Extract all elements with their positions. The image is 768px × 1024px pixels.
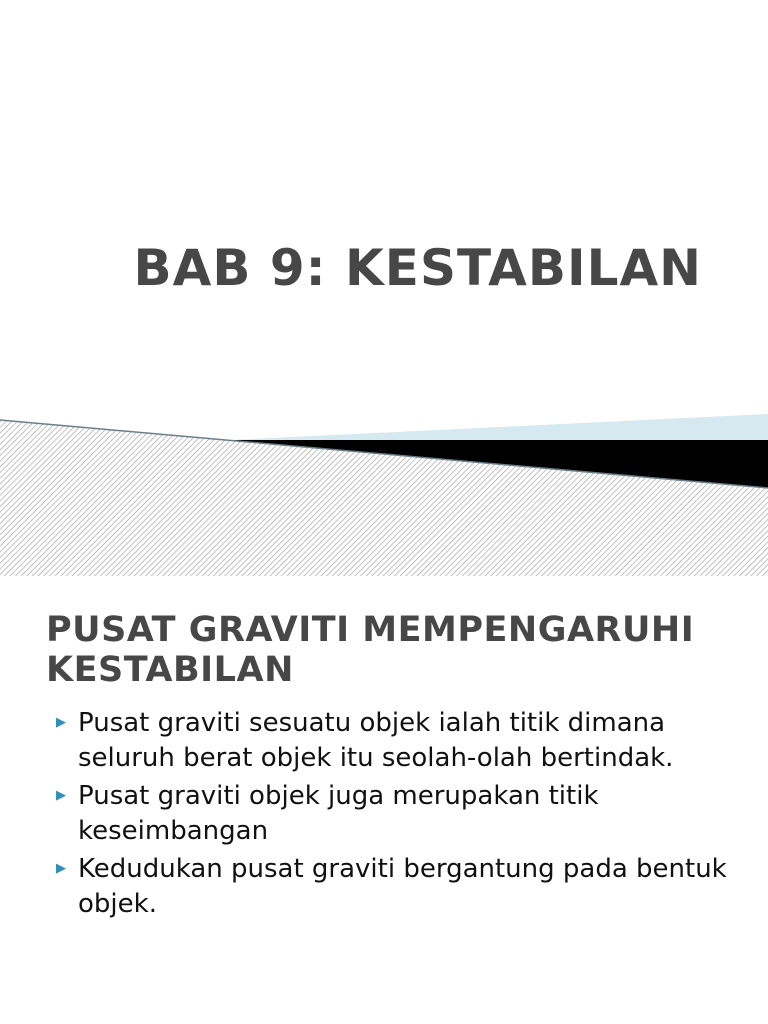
bullet-item — [56, 779, 746, 849]
slide-title: BAB 9: KESTABILAN — [133, 239, 702, 297]
triangle-right-icon: ▶ — [56, 715, 66, 730]
light-blue-stripe — [230, 414, 768, 440]
triangle-right-icon: ▶ — [56, 788, 66, 803]
bullet-list — [56, 706, 746, 925]
section-title: PUSAT GRAVITI MEMPENGARUHI KESTABILAN — [46, 610, 695, 690]
bullet-text: Pusat graviti objek juga merupakan titik keseimbangan — [78, 781, 599, 846]
bullet-text: Kedudukan pusat graviti bergantung pada bentuk objek. — [78, 854, 727, 919]
decorative-band — [0, 410, 768, 576]
bullet-text: Pusat graviti sesuatu objek ialah titik dimana seluruh berat objek itu seolah-olah bertindak. — [78, 708, 674, 773]
bullet-item — [56, 706, 746, 776]
content-slide — [0, 576, 768, 1024]
triangle-right-icon: ▶ — [56, 861, 66, 876]
bullet-item — [56, 852, 746, 922]
